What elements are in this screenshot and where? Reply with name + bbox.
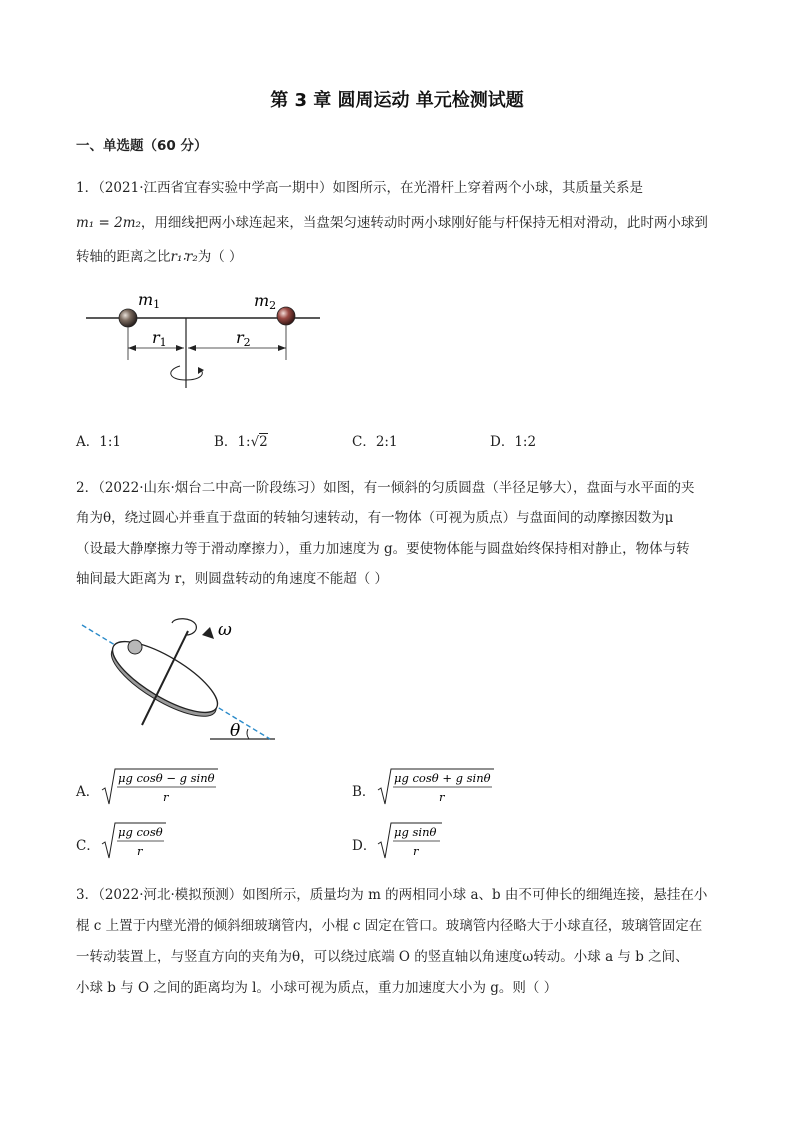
label-m1: m1 [138,290,161,311]
svg-text:μg sinθ: μg sinθ [394,825,437,839]
q1-line-2 [76,211,708,231]
q1-option-b-text: B．1: [214,434,251,450]
q3-line-2: 棍 c 上置于内壁光滑的倾斜细玻璃管内，小棍 c 固定在管口。玻璃管内径略大于小球直径，玻璃管固定在 [76,918,703,934]
q3-line-4: 小球 b 与 O 之间的距离均为 l。小球可视为质点，重力加速度大小为 g。则（ ） [76,980,558,996]
q2-option-b[interactable] [352,780,375,800]
q1-line-3 [76,245,243,265]
q2-option-b-label: B． [352,784,376,800]
q2-option-a-formula [100,766,220,808]
q1-figure [80,290,340,390]
ball-m1 [119,309,137,327]
q2-option-b-formula [376,766,496,808]
q2-option-d-label: D． [352,838,377,854]
q1-line-2-text: ，用细线把两小球连起来，当盘架匀速转动时两小球刚好能与杆保持无相对滑动，此时两小球到 [140,215,708,231]
label-theta: θ [230,721,241,741]
q1-ratio: r₁∶r₂ [170,249,198,265]
q1-line-3a: 转轴的距离之比 [76,249,171,265]
q2-option-d[interactable] [352,834,376,854]
svg-text:μg cosθ + g sinθ: μg cosθ + g sinθ [394,771,491,785]
section-heading: 一、单选题（60 分） [76,138,208,154]
q1-line-1: 1．（2021·江西省宜春实验中学高一期中）如图所示，在光滑杆上穿着两个小球，其质量关系是 [76,180,643,196]
svg-text:μg cosθ − g sinθ: μg cosθ − g sinθ [118,771,215,785]
q3-line-3: 一转动装置上，与竖直方向的夹角为θ，可以绕过底端 O 的竖直轴以角速度ω转动。小球 a 与 b 之间、 [76,949,689,965]
q1-option-d[interactable]: D．1:2 [490,434,537,450]
q1-option-a[interactable]: A．1:1 [76,434,121,450]
q2-option-c-label: C． [76,838,100,854]
rotation-arrow-icon [172,619,196,635]
q2-option-c-formula [100,820,170,862]
svg-text:r: r [439,790,445,804]
q2-option-d-formula [376,820,446,862]
q2-line-4: 轴间最大距离为 r，则圆盘转动的角速度不能超（ ） [76,571,389,587]
q2-option-a-label: A． [76,784,100,800]
q2-figure [80,615,280,745]
q3-line-1: 3．（2022·河北·模拟预测）如图所示，质量均为 m 的两相同小球 a、b 由不可伸长的细绳连接，悬挂在小 [76,887,708,903]
small-object [128,640,142,654]
q1-mass-relation: m₁ = 2m₂ [76,215,141,231]
q1-line-3b: 为（ ） [197,249,243,265]
q1-option-b[interactable] [214,430,268,450]
page-title: 第 3 章 圆周运动 单元检测试题 [270,90,524,111]
ball-m2 [277,307,295,325]
q1-option-c[interactable]: C．2:1 [352,434,398,450]
label-omega: ω [218,620,232,640]
label-r1: r1 [152,328,167,349]
q2-option-c[interactable] [76,834,100,854]
svg-text:r: r [137,844,143,858]
sqrt-icon: √ [250,434,260,450]
q2-line-1: 2．（2022·山东·烟台二中高一阶段练习）如图，有一倾斜的匀质圆盘（半径足够大），盘面与水平面的夹 [76,480,695,496]
label-r2: r2 [236,328,251,349]
q2-line-2: 角为θ，绕过圆心并垂直于盘面的转轴匀速转动，有一物体（可视为质点）与盘面间的动摩擦因数为μ [76,510,674,526]
q1-option-b-radicand: 2 [259,434,268,450]
q2-option-a[interactable] [76,780,99,800]
label-m2: m2 [254,291,277,312]
svg-text:r: r [163,790,169,804]
svg-text:r: r [413,844,419,858]
q2-line-3: （设最大静摩擦力等于滑动摩擦力），重力加速度为 g。要使物体能与圆盘始终保持相对静止，物体与转 [76,541,690,557]
svg-text:μg cosθ: μg cosθ [118,825,163,839]
